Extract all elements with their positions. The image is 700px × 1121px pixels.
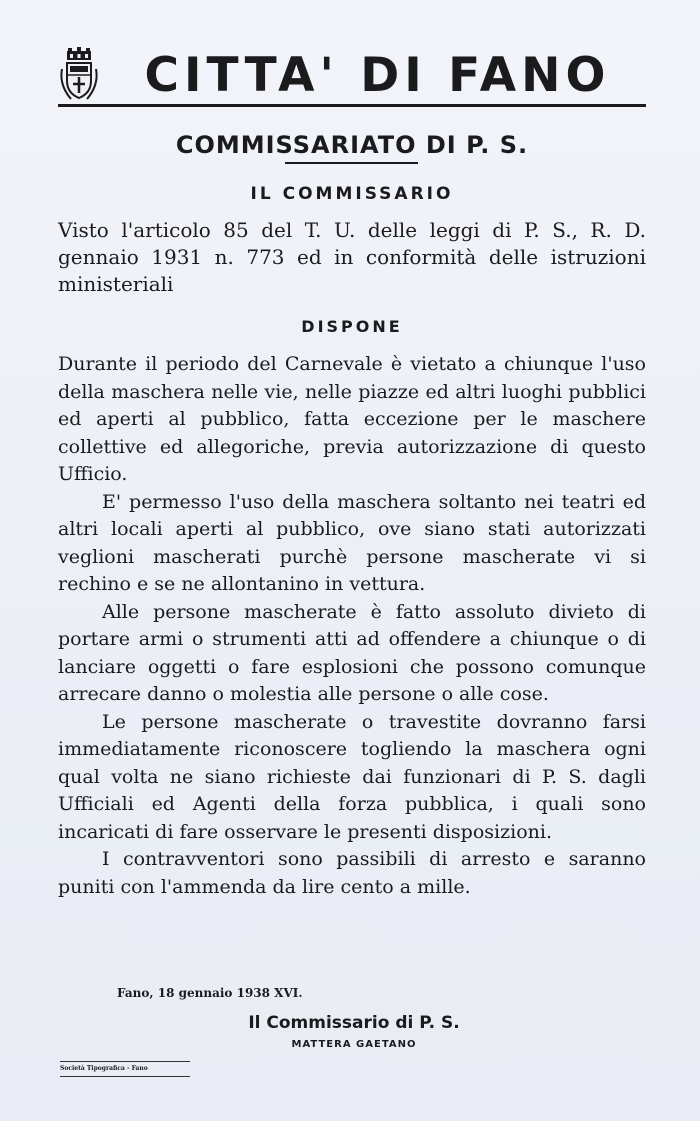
- signatory-title: Il Commissario di P. S.: [248, 1013, 460, 1033]
- date-line: Fano, 18 gennaio 1938 XVI.: [117, 986, 303, 1000]
- paragraph: I contravventori sono passibili di arresto e saranno puniti con l'ammenda da lire cento a mille.: [58, 848, 646, 898]
- decree-heading: DISPONE: [301, 317, 403, 336]
- signatory-name: MATTERA GAETANO: [291, 1039, 417, 1050]
- paragraph: Le persone mascherate o travestite dovranno farsi immediatamente riconoscere togliendo la maschera ogni qual volta ne siano richieste dai funzionari di P. S. dagli Ufficiali ed Agenti della forza pubblica, i quali sono incaricati di fare osservare le presenti disposizioni.: [58, 710, 646, 843]
- paragraph: Durante il periodo del Carnevale è vietato a chiunque l'uso della maschera nelle vie, nelle piazze ed altri luoghi pubblici ed aperti al pubblico, fatta eccezione per le maschere collettive ed allegoriche, previa autorizzazione di questo Ufficio.: [58, 353, 646, 485]
- paragraph: Alle persone mascherate è fatto assoluto divieto di portare armi o strumenti atti ad offendere a chiunque o di lanciare oggetti o fare esplosioni che possono comunque arrecare danno o molestia alle persone o alle cose.: [58, 600, 646, 705]
- decree-body: [58, 351, 646, 901]
- header-rule: [58, 104, 646, 107]
- printer-credit: Società Tipografica - Fano: [60, 1061, 190, 1077]
- coat-of-arms-icon: [58, 47, 100, 103]
- official-heading: IL COMMISSARIO: [250, 184, 454, 204]
- paragraph: E' permesso l'uso della maschera soltanto nei teatri ed altri locali aperti al pubblico, ove siano stati autorizzati veglioni mascherati purchè persone mascherate vi si rechino e se ne allontanino in vettura.: [58, 490, 646, 595]
- office-underline: [285, 162, 418, 164]
- office-heading: COMMISSARIATO DI P. S.: [175, 131, 529, 159]
- city-title: CITTA' DI FANO: [144, 48, 611, 103]
- intro-paragraph: Visto l'articolo 85 del T. U. delle leggi di P. S., R. D. gennaio 1931 n. 773 ed in conformità delle istruzioni ministeriali: [58, 218, 646, 296]
